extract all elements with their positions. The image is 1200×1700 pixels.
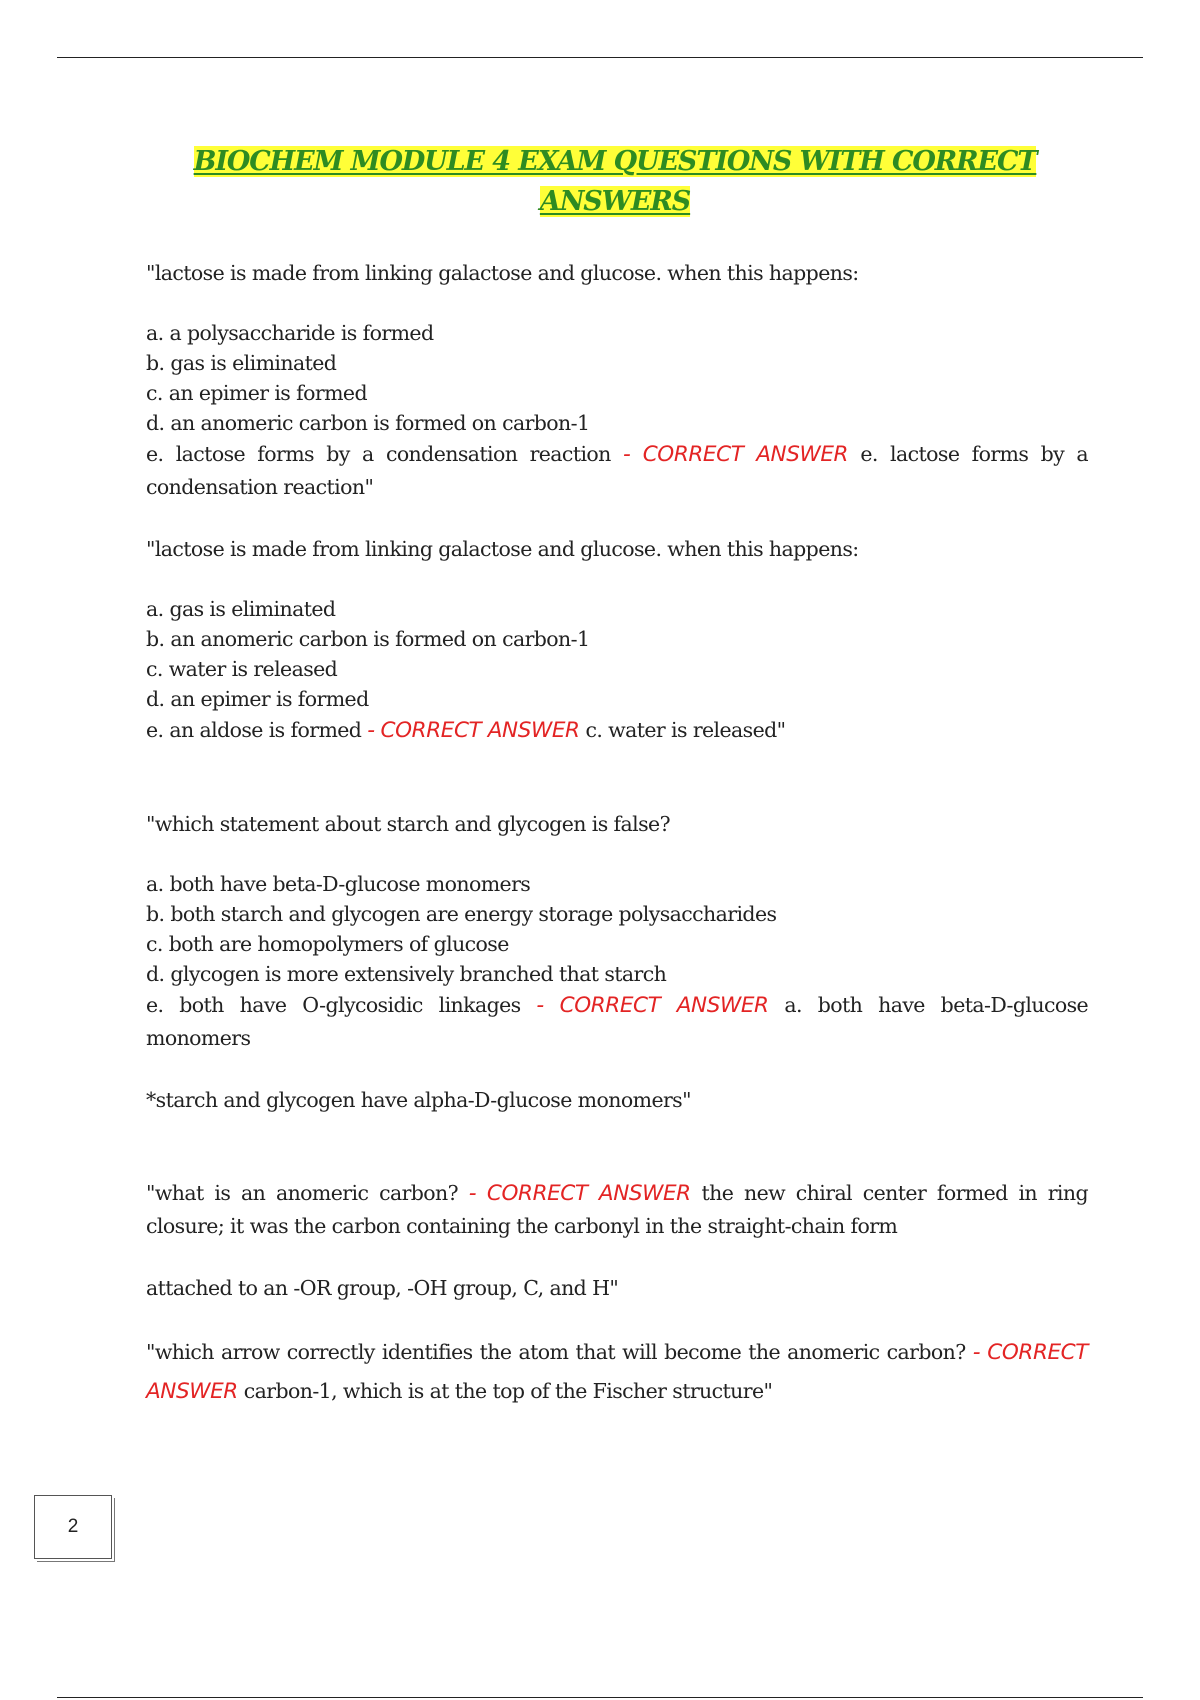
answer-separator: -: [972, 1340, 981, 1365]
spacer: [146, 1145, 1088, 1177]
question-1-option-c: c. an epimer is formed: [146, 381, 367, 405]
page-number-box: [34, 1495, 112, 1559]
question-5-block: [146, 1333, 1088, 1411]
question-4-note: attached to an -OR group, -OH group, C, and H": [146, 1276, 619, 1300]
spacer: [146, 777, 1088, 809]
question-3-option-e-with-answer: [146, 989, 1088, 1055]
question-2-option-b: b. an anomeric carbon is formed on carbon-1: [146, 627, 590, 651]
question-3-option-d: d. glycogen is more extensively branched that starch: [146, 962, 667, 986]
question-2-answer: c. water is released": [585, 718, 786, 742]
question-1-option-b: b. gas is eliminated: [146, 351, 337, 375]
question-3-stem: "which statement about starch and glycogen is false?: [146, 812, 670, 836]
answer-separator: -: [536, 993, 544, 1018]
question-4-answer: the new chiral center formed in ring closure; it was the carbon containing the carbonyl in the straight-chain form: [146, 1181, 1089, 1238]
question-5-stem: "which arrow correctly identifies the atom that will become the anomeric carbon?: [146, 1340, 966, 1364]
question-2-option-a: a. gas is eliminated: [146, 597, 336, 621]
correct-answer-label: CORRECT ANSWER: [380, 718, 580, 743]
question-3-options: [146, 869, 1088, 1055]
question-1-answer: e. lactose forms by a condensation reaction": [146, 442, 1088, 499]
top-rule: [57, 57, 1143, 58]
correct-answer-label: CORRECT ANSWER: [559, 993, 769, 1018]
question-1-option-e: e. lactose forms by a condensation reaction: [146, 442, 611, 466]
question-3-option-b: b. both starch and glycogen are energy storage polysaccharides: [146, 902, 777, 926]
correct-answer-label: CORRECT ANSWER: [642, 442, 849, 467]
question-2-stem: "lactose is made from linking galactose and glucose. when this happens:: [146, 537, 859, 561]
document-title: [140, 142, 1090, 222]
question-3-option-a: a. both have beta-D-glucose monomers: [146, 872, 531, 896]
question-2-option-e-with-answer: [146, 714, 1088, 747]
answer-separator: -: [367, 718, 375, 743]
question-1-option-e-with-answer: [146, 438, 1088, 504]
question-4-stem: "what is an anomeric carbon?: [146, 1181, 459, 1205]
question-2-options: [146, 594, 1088, 747]
question-4-block: [146, 1177, 1088, 1243]
answer-separator: -: [468, 1181, 477, 1206]
page-number: 2: [67, 1516, 79, 1537]
question-1-option-d: d. an anomeric carbon is formed on carbon-1: [146, 411, 590, 435]
question-3-option-e: e. both have O-glycosidic linkages: [146, 993, 521, 1017]
question-3-option-c: c. both are homopolymers of glucose: [146, 932, 509, 956]
answer-separator: -: [623, 442, 631, 467]
question-2-option-c: c. water is released: [146, 657, 338, 681]
document-body: [146, 258, 1088, 1411]
question-5-answer: carbon-1, which is at the top of the Fischer structure": [243, 1379, 773, 1403]
question-3-answer: a. both have beta-D-glucose monomers: [146, 993, 1089, 1050]
correct-answer-label: CORRECT ANSWER: [146, 1340, 1089, 1404]
question-1-stem: "lactose is made from linking galactose and glucose. when this happens:: [146, 261, 859, 285]
bottom-rule: [57, 1697, 1143, 1698]
question-2-option-d: d. an epimer is formed: [146, 687, 369, 711]
question-1-options: [146, 318, 1088, 504]
question-3-note: *starch and glycogen have alpha-D-glucose monomers": [146, 1088, 691, 1112]
title-line-2: ANSWERS: [539, 186, 691, 217]
question-2-option-e: e. an aldose is formed: [146, 718, 362, 742]
title-line-1: BIOCHEM MODULE 4 EXAM QUESTIONS WITH CORRECT: [193, 146, 1037, 177]
question-1-option-a: a. a polysaccharide is formed: [146, 321, 434, 345]
correct-answer-label: CORRECT ANSWER: [486, 1181, 691, 1206]
